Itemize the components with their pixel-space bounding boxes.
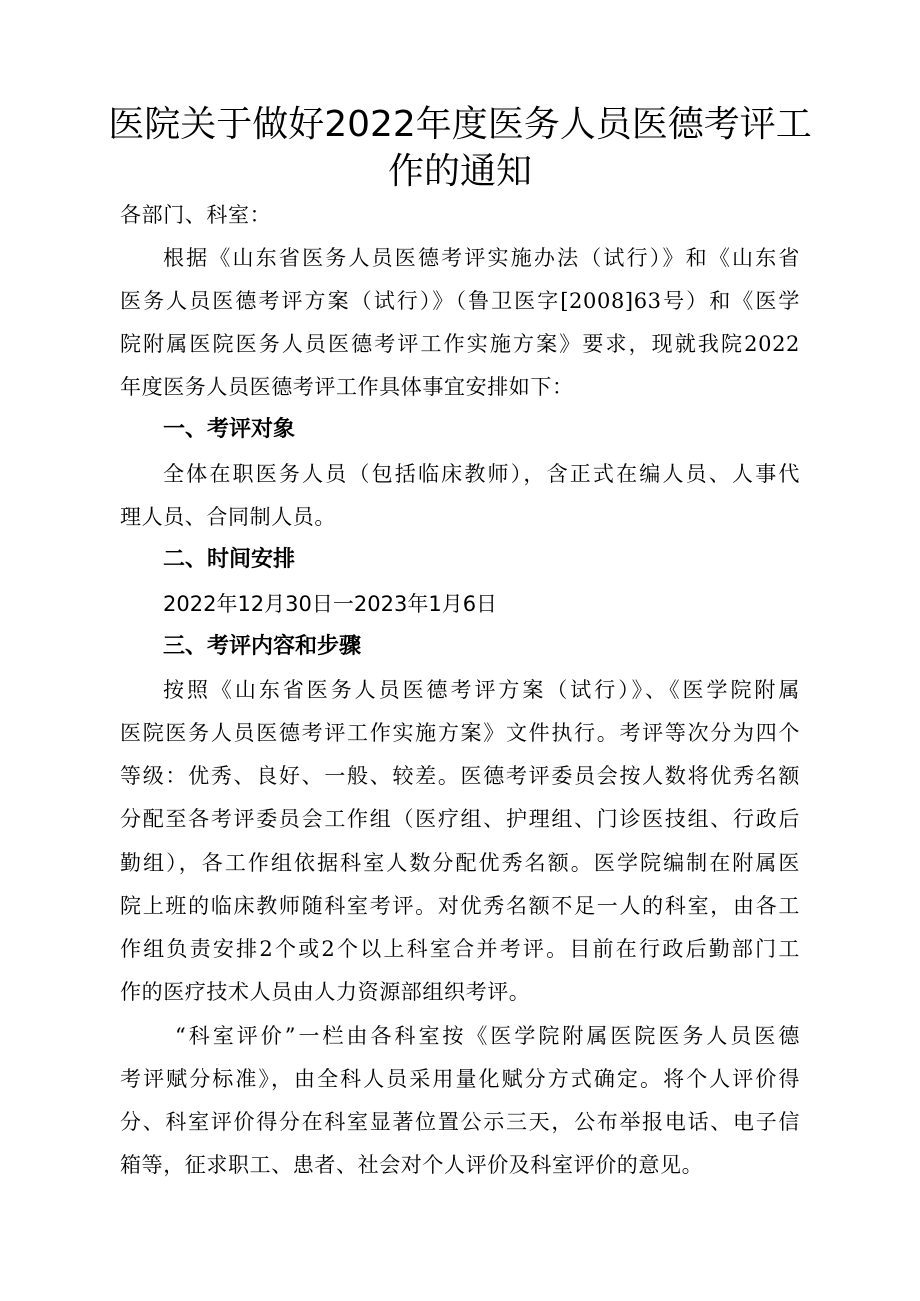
section3-para1-line-4: 分配至各考评委员会工作组（医疗组、护理组、门诊医技组、行政后 [120,807,800,831]
section3-para1-line-8: 作的医疗技术人员由人力资源部组织考评。 [120,980,531,1004]
section3-para2-line-1: “科室评价”一栏由各科室按《医学院附属医院医务人员医德 [175,1024,800,1048]
section-heading-3: 三、考评内容和步骤 [163,634,362,659]
section3-para1-line-2: 医院医务人员医德考评工作实施方案》文件执行。考评等次分为四个 [120,721,800,745]
section3-para1-line-5: 勤组），各工作组依据科室人数分配优秀名额。医学院编制在附属医 [120,851,800,875]
intro-line-3: 院附属医院医务人员医德考评工作实施方案》要求，现就我院2022 [120,332,800,356]
section3-para1-line-1: 按照《山东省医务人员医德考评方案（试行）》、《医学院附属 [163,678,800,702]
section3-para2-line-4: 箱等，征求职工、患者、社会对个人评价及科室评价的意见。 [120,1153,704,1177]
document-title-line-2: 作的通知 [387,151,532,192]
section1-line-1: 全体在职医务人员（包括临床教师），含正式在编人员、人事代 [163,462,800,486]
section2-line-1: 2022年12月30日一2023年1月6日 [163,592,498,616]
section3-para1-line-3: 等级：优秀、良好、一般、较差。医德考评委员会按人数将优秀名额 [120,764,800,788]
document-title-line-1: 医院关于做好2022年度医务人员医德考评工 [108,104,812,145]
intro-line-1: 根据《山东省医务人员医德考评实施办法（试行）》和《山东省 [163,246,800,270]
section1-line-2: 理人员、合同制人员。 [120,505,336,529]
salutation: 各部门、科室： [120,203,272,227]
section3-para1-line-6: 院上班的临床教师随科室考评。对优秀名额不足一人的科室，由各工 [120,894,800,918]
section-heading-2: 二、时间安排 [163,547,296,572]
section-heading-1: 一、考评对象 [163,417,296,442]
intro-line-2: 医务人员医德考评方案（试行）》（鲁卫医字[2008]63号）和《医学 [120,289,800,313]
intro-line-4: 年度医务人员医德考评工作具体事宜安排如下： [120,375,574,399]
section3-para2-line-2: 考评赋分标准》，由全科人员采用量化赋分方式确定。将个人评价得 [120,1067,800,1091]
section3-para2-line-3: 分、科室评价得分在科室显著位置公示三天，公布举报电话、电子信 [120,1110,800,1134]
section3-para1-line-7: 作组负责安排2个或2个以上科室合并考评。目前在行政后勤部门工 [120,937,800,961]
